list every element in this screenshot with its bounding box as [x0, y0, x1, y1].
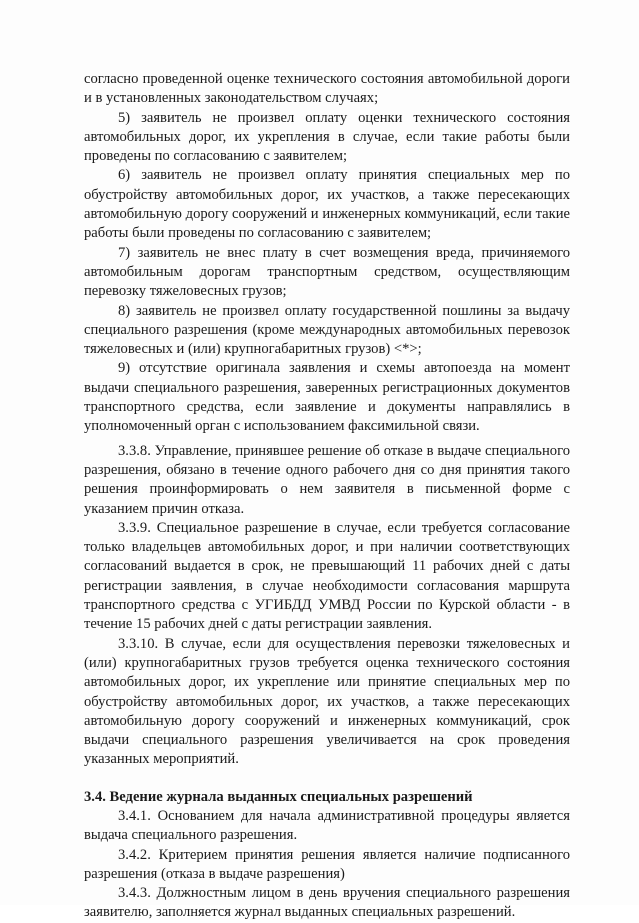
- list-item-7: 7) заявитель не внес плату в счет возмещения вреда, причиняемого автомобильным дорогам транспортным средством, осуществляющим перевозку тяжеловесных грузов;: [84, 244, 570, 300]
- list-item-9: 9) отсутствие оригинала заявления и схемы автопоезда на момент выдачи специального разрешения, заверенных регистрационных документов транспортного средства, если заявление и документы направлялись в уполномоченный орган с использованием факсимильной связи.: [84, 360, 570, 435]
- list-item-6: 6) заявитель не произвел оплату принятия специальных мер по обустройству автомобильных дорог, их участков, а также пересекающих автомобильную дорогу сооружений и инженерных коммуникаций, если такие работы были проведены по согласованию с заявителем;: [84, 167, 570, 242]
- clause-3-3-8: 3.3.8. Управление, принявшее решение об отказе в выдаче специального разрешения, обязано в течение одного рабочего дня со дня принятия такого решения проинформировать о нем заявителя в письменной форме с указанием причин отказа.: [84, 442, 570, 517]
- section-title-3-4: 3.4. Ведение журнала выданных специальных разрешений: [84, 788, 473, 805]
- clause-3-4-3: 3.4.3. Должностным лицом в день вручения специального разрешения заявителю, заполняется журнал выданных специальных разрешений.: [84, 885, 570, 921]
- clause-3-4-2: 3.4.2. Критерием принятия решения является наличие подписанного разрешения (отказа в выдаче разрешения): [84, 846, 570, 882]
- clause-3-3-10: 3.3.10. В случае, если для осуществления перевозки тяжеловесных и (или) крупногабаритных грузов требуется оценка технического состояния автомобильных дорог, их укрепление или принятие специальных мер по обустройству автомобильных дорог, их участков, а также пересекающих автомобильную дорогу сооружений и инженерных коммуникаций, срок выдачи специального разрешения увеличивается на срок проведения указанных мероприятий.: [84, 635, 570, 768]
- document-body: [84, 70, 570, 923]
- list-item-8: 8) заявитель не произвел оплату государственной пошлины за выдачу специального разрешения (кроме международных автомобильных перевозок тяжеловесных и (или) крупногабаритных грузов) <*>;: [84, 302, 570, 358]
- clause-3-4-1: 3.4.1. Основанием для начала административной процедуры является выдача специального разрешения.: [84, 807, 570, 844]
- list-item-5: 5) заявитель не произвел оплату оценки технического состояния автомобильных дорог, их укрепления в случае, если такие работы были проведены по согласованию с заявителем;: [84, 109, 570, 165]
- clause-3-3-9: 3.3.9. Специальное разрешение в случае, если требуется согласование только владельцев автомобильных дорог, и при наличии соответствующих согласований выдается в срок, не превышающий 11 рабочих дней с даты регистрации заявления, в случае необходимости согласования маршрута транспортного средства с УГИБДД УМВД России по Курской области - в течение 15 рабочих дней с даты регистрации заявления.: [84, 519, 570, 633]
- continuation-paragraph: согласно проведенной оценке технического состояния автомобильной дороги и в установленных законодательством случаях;: [84, 71, 570, 107]
